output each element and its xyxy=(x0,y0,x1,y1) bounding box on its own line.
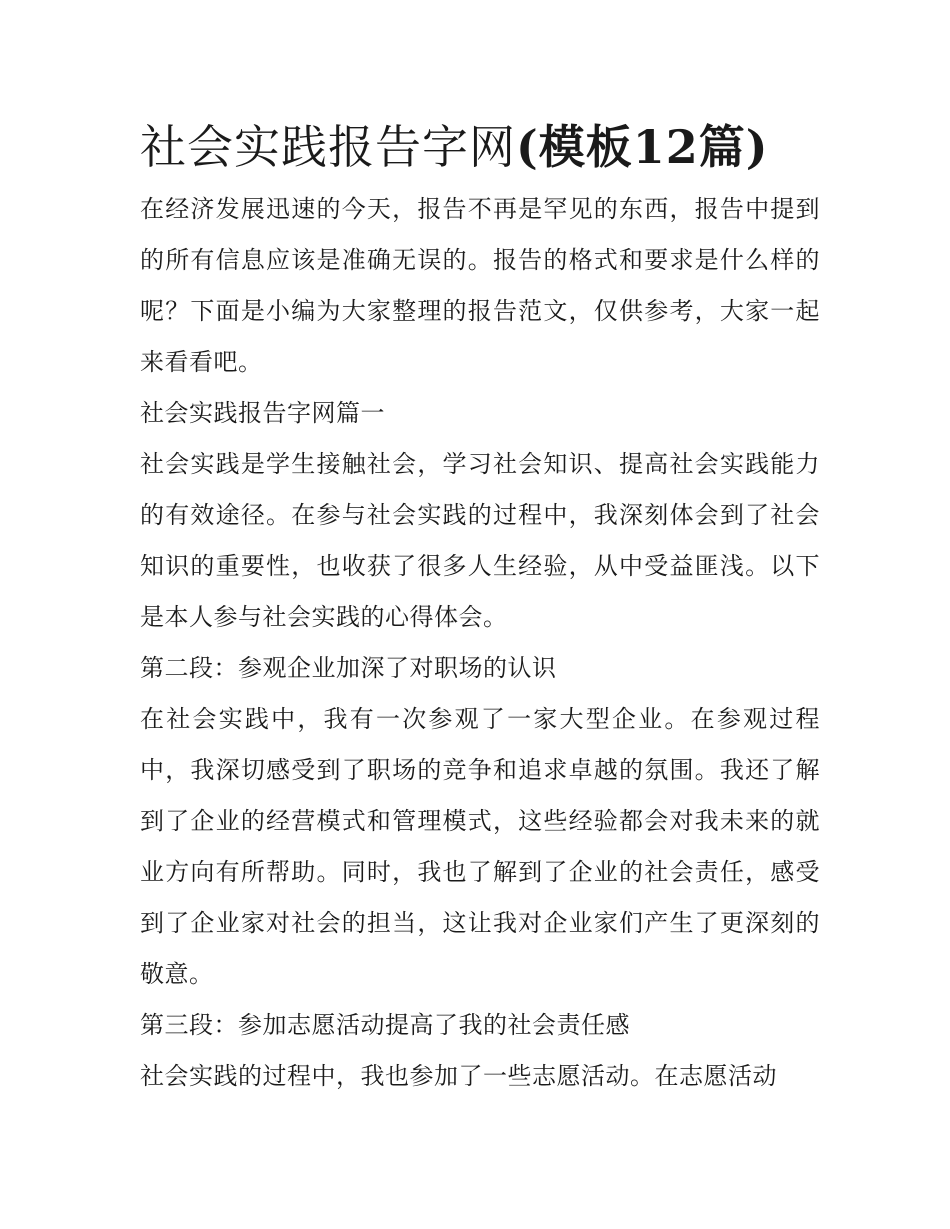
document-page xyxy=(140,112,820,1102)
body-paragraph-3: 社会实践的过程中，我也参加了一些志愿活动。在志愿活动 xyxy=(140,1062,777,1090)
section-heading-3: 第三段：参加志愿活动提高了我的社会责任感 xyxy=(140,1011,630,1039)
title-prefix: 社会实践报告字网 xyxy=(140,120,516,174)
section-heading-2: 第二段：参观企业加深了对职场的认识 xyxy=(140,654,557,682)
title-suffix: (模板12篇) xyxy=(516,120,769,174)
intro-paragraph: 在经济发展迅速的今天，报告不再是罕见的东西，报告中提到的所有信息应该是准确无误的。报告的格式和要求是什么样的呢？下面是小编为大家整理的报告范文，仅供参考，大家一起来看看吧。 xyxy=(140,195,820,376)
body-paragraph-2: 在社会实践中，我有一次参观了一家大型企业。在参观过程中，我深切感受到了职场的竞争和追求卓越的氛围。我还了解到了企业的经营模式和管理模式，这些经验都会对我未来的就业方向有所帮助。同时，我也了解到了企业的社会责任，感受到了企业家对社会的担当，这让我对企业家们产生了更深刻的敬意。 xyxy=(140,705,820,988)
document-title xyxy=(140,112,820,182)
section-heading-1: 社会实践报告字网篇一 xyxy=(140,399,385,427)
body-paragraph-1: 社会实践是学生接触社会，学习社会知识、提高社会实践能力的有效途径。在参与社会实践的过程中，我深刻体会到了社会知识的重要性，也收获了很多人生经验，从中受益匪浅。以下是本人参与社会实践的心得体会。 xyxy=(140,450,820,631)
